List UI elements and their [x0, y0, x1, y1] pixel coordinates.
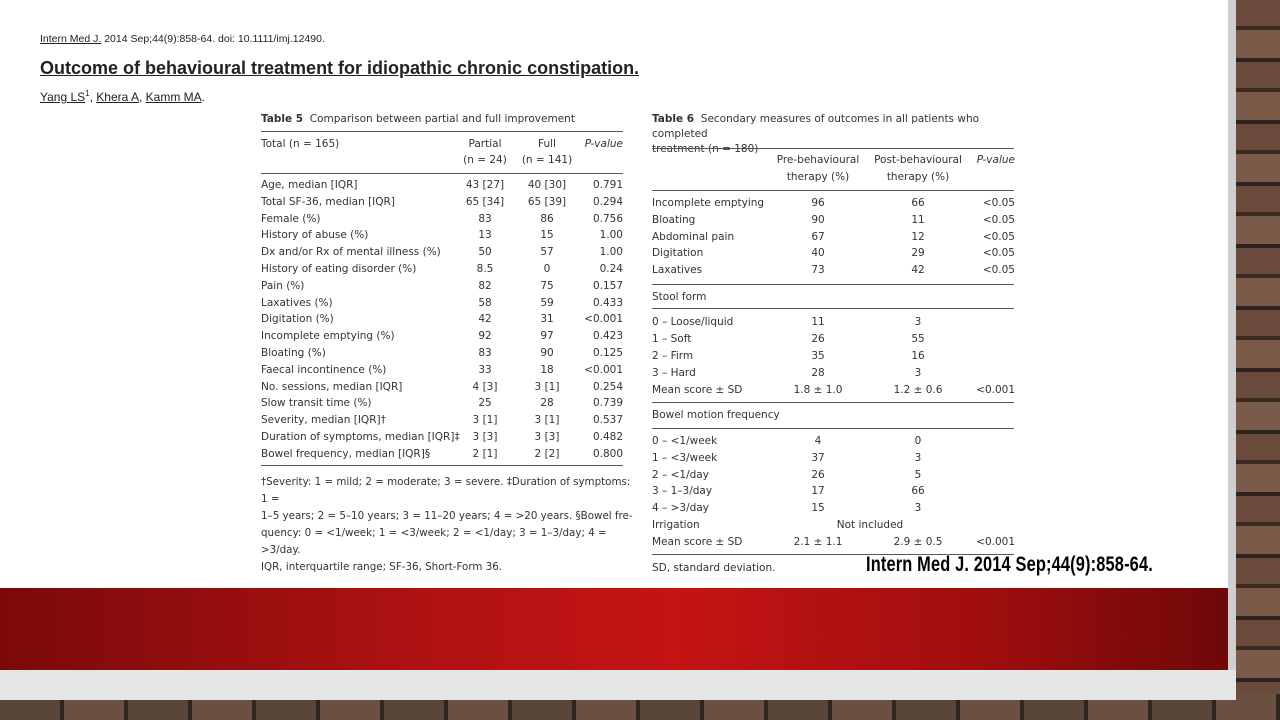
table-6-cell: 29	[911, 247, 925, 260]
table-6-cell: 3 – 1–3/day	[652, 485, 713, 498]
table-5-cell: 42	[478, 313, 492, 326]
citation-box	[30, 30, 660, 108]
table-5-header-col4: P-value	[584, 138, 623, 150]
table-5-cell: 1.00	[599, 246, 623, 259]
citation-details: 2014 Sep;44(9):858-64. doi: 10.1111/imj.12490.	[104, 33, 325, 45]
table-5-cell: 31	[540, 313, 554, 326]
table-5-cell: 0.294	[592, 195, 623, 208]
table-6-cell: Mean score ± SD	[652, 536, 743, 548]
table-6-cell: 4 – >3/day	[652, 502, 709, 515]
table-5-cell: 0.125	[592, 347, 623, 359]
table-6-cell: 2 – Firm	[652, 350, 694, 362]
table-5-cell: Age, median [IQR]	[261, 179, 358, 191]
table-6-cell: 3	[914, 502, 922, 515]
table-6-cell: 66	[911, 485, 925, 498]
table-6-cell: Abdominal pain	[652, 230, 735, 243]
table-5-cell: 58	[478, 296, 492, 309]
table-6-cell: 4	[814, 435, 822, 447]
table-5-cell: No. sessions, median [IQR]	[261, 380, 403, 393]
table-6-section-bowel-frequency: Bowel motion frequency	[652, 409, 780, 421]
table-5-cell: Total SF-36, median [IQR]	[261, 195, 395, 208]
table-6-cell: 11	[811, 316, 825, 328]
table-5-cell: 3 [1]	[534, 380, 560, 393]
table-6-cell: 2.9 ± 0.5	[893, 536, 943, 548]
table-6-cell: Bloating	[652, 213, 696, 226]
table-5-cell: 59	[540, 296, 554, 309]
table-rule	[261, 465, 623, 466]
table-5-cell: 0.791	[592, 179, 623, 191]
table-5-cell: 43 [27]	[465, 179, 505, 191]
table-5-cell: 0.433	[592, 296, 623, 309]
table-6-cell: 11	[911, 213, 925, 226]
table-6-title-cont: treatment (n = 180)	[652, 143, 759, 155]
table-5-cell: 0.24	[599, 263, 623, 275]
table-6-cell: 40	[811, 247, 825, 260]
table-5-cell: 0.739	[592, 397, 623, 410]
table-5-cell: Duration of symptoms, median [IQR]‡	[261, 431, 460, 443]
table-6-cell: 1.2 ± 0.6	[893, 384, 943, 396]
table-6-cell: <0.05	[982, 247, 1015, 260]
table-5-cell: 25	[478, 397, 492, 410]
table-5-cell: <0.001	[584, 313, 623, 326]
table-6-cell: 17	[811, 485, 825, 498]
table-5-footnote	[261, 474, 635, 576]
table-5-cell: Bloating (%)	[261, 347, 326, 359]
table-rule	[652, 284, 1014, 285]
table-6-cell: 1.8 ± 1.0	[793, 384, 843, 396]
table-5-cell: Severity, median [IQR]†	[261, 414, 386, 427]
table-rule	[261, 131, 623, 132]
table-5-cell: 92	[478, 330, 492, 343]
table-6-footnote: SD, standard deviation.	[652, 562, 776, 574]
table-6-cell: 5	[914, 468, 922, 481]
table-6-cell: 3	[914, 316, 922, 328]
table-5-cell: Digitation (%)	[261, 313, 334, 326]
table-5-cell: 4 [3]	[472, 380, 498, 393]
table-6-cell: 0	[914, 435, 922, 447]
table-6-cell: 67	[811, 230, 825, 243]
table-5-cell: 0.537	[592, 414, 623, 427]
table-6-irrigation-label: Irrigation	[652, 519, 700, 531]
footnote-line: quency: 0 = <1/week; 1 = <3/week; 2 = <1/day; 3 = 1–3/day; 4 = >3/day.	[261, 527, 607, 556]
table-5-cell: 0.254	[592, 380, 623, 393]
author-link[interactable]: Khera A	[96, 90, 139, 104]
table-6-cell: 0 – Loose/liquid	[652, 316, 734, 328]
table-5-cell: 18	[540, 363, 554, 376]
table-6-cell: 15	[811, 502, 825, 515]
table-rule	[261, 173, 623, 174]
table-5-cell: Dx and/or Rx of mental illness (%)	[261, 246, 441, 259]
table-5-label: Table 5	[261, 113, 304, 125]
table-5-cell: 50	[478, 246, 492, 259]
table-6-cell: 28	[811, 367, 825, 379]
table-6-cell: 16	[911, 350, 925, 362]
table-6-cell: <0.001	[976, 384, 1015, 396]
footnote-line: IQR, interquartile range; SF-36, Short-Form 36.	[261, 561, 503, 573]
slide-edge	[1228, 0, 1236, 670]
table-5-cell: 15	[540, 229, 554, 242]
table-rule	[652, 190, 1014, 191]
table-6-header-col3: Post-behavioural	[874, 154, 962, 166]
table-6-cell: 3 – Hard	[652, 367, 696, 379]
table-rule	[652, 308, 1014, 309]
table-6-cell: 1 – <3/week	[652, 451, 718, 464]
table-6-header-col4: P-value	[976, 154, 1015, 166]
table-5-header-col3-sub: (n = 141)	[521, 154, 573, 166]
table-5-cell: 57	[540, 246, 554, 259]
footnote-line: †Severity: 1 = mild; 2 = moderate; 3 = severe. ‡Duration of symptoms: 1 =	[261, 476, 631, 505]
table-5-caption	[261, 112, 575, 127]
table-6-cell: 55	[911, 333, 925, 345]
table-5-cell: 1.00	[599, 229, 623, 242]
table-6-irrigation-value: Not included	[836, 519, 904, 531]
table-5-title: Comparison between partial and full improvement	[309, 113, 575, 125]
table-6-cell: 3	[914, 367, 922, 379]
table-6-header-col2: Pre-behavioural	[776, 154, 860, 166]
table-6-cell: <0.05	[982, 264, 1015, 277]
table-5-cell: 86	[540, 212, 554, 225]
table-5-cell: 82	[478, 279, 492, 292]
table-6-cell: <0.05	[982, 213, 1015, 226]
table-6-cell: 66	[911, 197, 925, 209]
table-5-cell: Faecal incontinence (%)	[261, 363, 387, 376]
table-5-header-col1: Total (n = 165)	[261, 138, 340, 150]
author-list: Yang $LS^1$, Khera A, Kamm MA.	[40, 89, 206, 104]
table-5-cell: 13	[478, 229, 492, 242]
table-6-cell: <0.001	[976, 536, 1015, 548]
table-5-header-col2-sub: (n = 24)	[463, 154, 507, 166]
table-6-cell: 96	[811, 197, 825, 209]
overlay-citation: Intern Med J. 2014 Sep;44(9):858-64.	[866, 553, 1153, 576]
table-5-cell: 0.157	[592, 279, 623, 292]
table-5-cell: 0.482	[592, 431, 623, 443]
table-5-cell: Laxatives (%)	[261, 296, 333, 309]
table-6-label: Table 6	[652, 113, 695, 125]
table-6-cell: 26	[811, 333, 825, 345]
table-5-cell: Pain (%)	[261, 279, 305, 292]
table-5-cell: 0	[543, 263, 551, 275]
table-5-cell: 3 [3]	[472, 431, 498, 443]
red-footer-band	[0, 588, 1228, 670]
table-5-cell: 28	[540, 397, 554, 410]
table-rule	[652, 402, 1014, 403]
table-5-header-col2: Partial	[468, 138, 502, 150]
table-6-cell: Laxatives	[652, 264, 703, 277]
table-rule	[652, 148, 1014, 149]
author-affiliation-sup: 1	[85, 89, 90, 98]
table-5-cell: History of eating disorder (%)	[261, 263, 417, 275]
table-5-cell: 2 [2]	[534, 447, 560, 460]
table-5-cell: 75	[540, 279, 554, 292]
table-6-cell: 1 – Soft	[652, 333, 692, 345]
table-5-cell: 0.756	[592, 212, 623, 225]
table-6-header-col2-sub: therapy (%)	[786, 171, 850, 183]
table-5-cell: 65 [39]	[527, 195, 567, 208]
table-5	[245, 108, 635, 584]
table-6-cell: 12	[911, 230, 925, 243]
footnote-line: 1–5 years; 2 = 5–10 years; 3 = 11–20 years; 4 = >20 years. §Bowel fre-	[261, 510, 633, 522]
table-5-cell: 83	[478, 347, 492, 359]
table-5-cell: 2 [1]	[472, 447, 498, 460]
table-5-cell: 3 [1]	[534, 414, 560, 427]
table-6-caption	[652, 112, 1020, 157]
table-5-cell: Female (%)	[261, 212, 321, 225]
table-6-cell: 90	[811, 213, 825, 226]
author-link[interactable]: Yang LS	[40, 90, 86, 104]
table-5-cell: 33	[478, 363, 492, 376]
brick-wall-right	[1236, 0, 1280, 720]
table-6-cell: 26	[811, 468, 825, 481]
table-5-cell: Incomplete emptying (%)	[261, 330, 395, 343]
table-5-cell: 97	[540, 330, 554, 343]
table-5-cell: 90	[540, 347, 554, 359]
table-5-cell: Slow transit time (%)	[261, 397, 372, 410]
table-6-cell: 35	[811, 350, 825, 362]
table-6-cell: <0.05	[982, 230, 1015, 243]
table-5-cell: <0.001	[584, 363, 623, 376]
table-6-cell: Digitation	[652, 247, 704, 260]
table-6-cell: 3	[914, 451, 922, 464]
table-6-cell: 42	[911, 264, 925, 277]
table-6	[645, 108, 1021, 584]
table-5-cell: 3 [3]	[534, 431, 560, 443]
author-link[interactable]: Kamm MA	[145, 90, 202, 104]
paper-title: Outcome of behavioural treatment for idiopathic chronic constipation.	[40, 58, 640, 78]
table-6-cell: 2.1 ± 1.1	[793, 536, 843, 548]
table-6-header-col3-sub: therapy (%)	[886, 171, 950, 183]
table-5-cell: 3 [1]	[472, 414, 498, 427]
table-5-cell: History of abuse (%)	[261, 229, 369, 242]
table-6-cell: 0 – <1/week	[652, 435, 718, 447]
table-5-cell: 8.5	[476, 263, 494, 275]
table-5-cell: 0.423	[592, 330, 623, 343]
table-6-cell: <0.05	[982, 197, 1015, 209]
table-6-title: Secondary measures of outcomes in all patients who completed	[652, 113, 980, 140]
citation-line	[40, 33, 325, 45]
table-5-cell: 65 [34]	[465, 195, 505, 208]
table-5-header-col3: Full	[538, 138, 556, 150]
table-6-cell: 2 – <1/day	[652, 468, 709, 481]
table-6-section-stool-form: Stool form	[652, 291, 707, 303]
table-5-cell: 0.800	[592, 447, 623, 460]
table-6-cell: Mean score ± SD	[652, 384, 743, 396]
table-5-cell: 40 [30]	[527, 179, 567, 191]
table-6-cell: 73	[811, 264, 825, 277]
table-5-cell: Bowel frequency, median [IQR]§	[261, 447, 431, 460]
journal-link[interactable]: Intern Med J.	[40, 33, 102, 45]
table-rule	[652, 428, 1014, 429]
table-6-cell: 37	[811, 451, 825, 464]
table-5-cell: 83	[478, 212, 492, 225]
table-6-cell: Incomplete emptying	[652, 197, 765, 209]
